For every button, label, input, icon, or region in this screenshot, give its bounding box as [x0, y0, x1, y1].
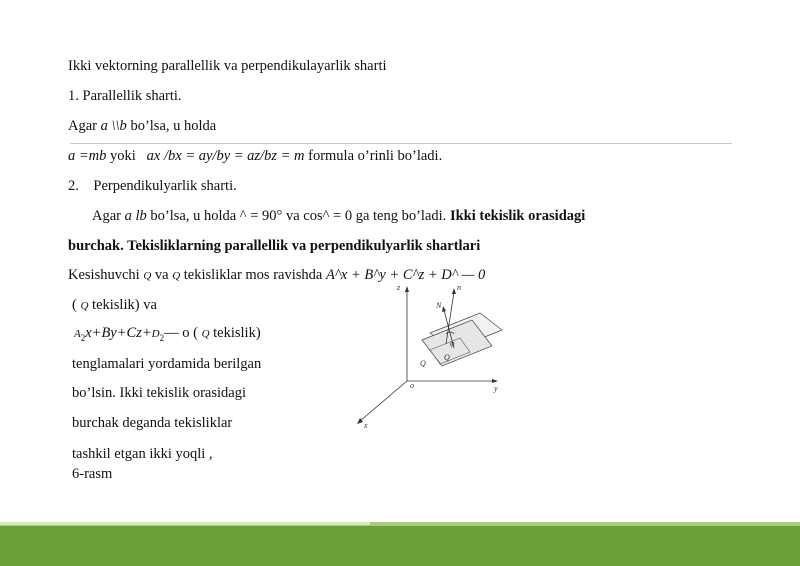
x-axis [360, 381, 407, 421]
figure-caption: 6-rasm [72, 466, 113, 482]
math-d: D [151, 328, 160, 340]
perpendicular-condition-line [92, 207, 585, 225]
text: Agar [92, 208, 125, 224]
x-label: x [364, 421, 368, 430]
plane-2-equation-line [74, 324, 261, 347]
math-q: Q [172, 270, 181, 282]
text: — o ( [164, 325, 202, 341]
origin-label: o [410, 381, 414, 390]
text: va [151, 267, 173, 283]
math-condition: a \\b [100, 118, 127, 134]
math-q: Q [143, 270, 152, 282]
subscript: 2 [80, 332, 86, 343]
list-number: 2. [68, 178, 79, 194]
text: formula o’rinli bo’ladi. [304, 148, 443, 164]
body-line: burchak deganda tekisliklar [72, 415, 233, 431]
footer-bar-shade [0, 522, 370, 525]
body-line: tenglamalari yordamida berilgan [72, 356, 262, 372]
y-label: y [494, 384, 498, 393]
math-eq: x+By+Cz+ [85, 325, 152, 341]
n2-label: n [457, 283, 461, 292]
n1-label: N [436, 301, 442, 310]
text: tekislik) va [88, 297, 157, 313]
divider [70, 143, 732, 144]
document-title: Ikki vektorning parallellik va perpendikulayarlik sharti [68, 58, 387, 74]
section-2-heading [68, 177, 237, 195]
phi-label: φ [450, 339, 455, 348]
bold-heading: Ikki tekislik orasidagi [449, 208, 586, 224]
text: tekislik) [209, 325, 261, 341]
z-arrowhead [405, 286, 409, 292]
text: ( [72, 297, 81, 313]
q2-label: Q [420, 359, 426, 368]
plane-equation-1: A^x + B^y + C^z + D^ — 0 [325, 267, 486, 283]
z-label: z [397, 283, 401, 292]
parallel-formula-line [68, 147, 442, 165]
heading-text: Perpendikulyarlik sharti. [93, 178, 237, 194]
plane-1-label-line [72, 296, 157, 315]
math-q: Q [80, 300, 89, 312]
text: Kesishuvchi [68, 267, 144, 283]
body-line: tashkil etgan ikki yoqli , [72, 446, 213, 462]
section-1-heading: 1. Parallellik sharti. [68, 88, 182, 104]
math-condition: a lb [124, 208, 147, 224]
text: Agar [68, 118, 101, 134]
math-eq: a =mb [68, 148, 107, 164]
n2-arrowhead [452, 288, 456, 294]
q1-label: Q [444, 353, 450, 362]
y-arrowhead [492, 379, 498, 383]
math-q: Q [201, 328, 210, 340]
text: bo’lsa, u holda [126, 118, 217, 134]
planes-angle-figure [350, 278, 510, 430]
parallel-condition-line [68, 117, 216, 135]
bold-heading-line: burchak. Tekisliklarning parallellik va perpendikulyarlik shartlari [68, 238, 481, 254]
text: bo’lsa, u holda ^ = 90° va cos^ = 0 ga teng bo’ladi. [146, 208, 450, 224]
footer-bar [0, 526, 800, 566]
body-line: bo’lsin. Ikki tekislik orasidagi [72, 385, 246, 401]
math-a: A [74, 328, 81, 340]
text: yoki [106, 148, 140, 164]
n1-arrowhead [442, 306, 446, 312]
text: tekisliklar mos ravishda [180, 267, 326, 283]
math-eq: ax /bx = ay/by = az/bz = m [146, 148, 305, 164]
subscript: 2 [159, 332, 165, 343]
